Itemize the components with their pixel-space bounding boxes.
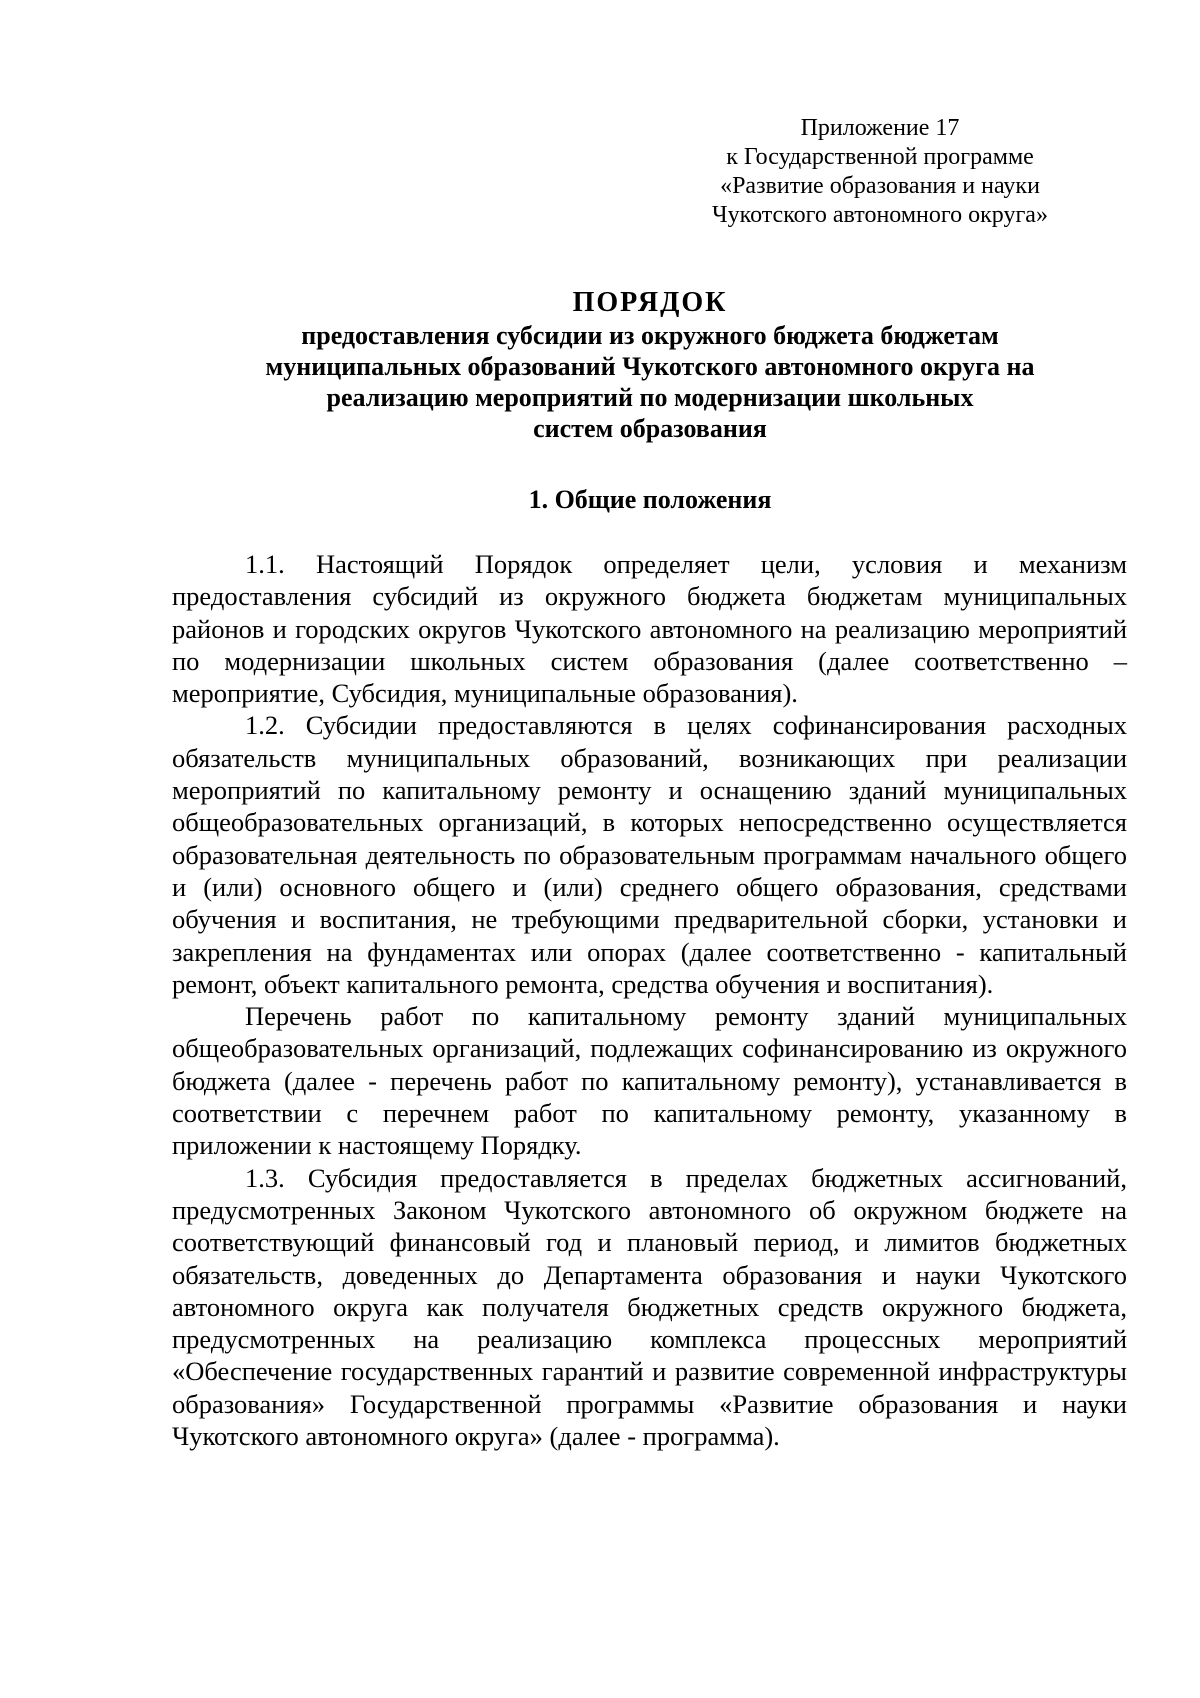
appendix-header (690, 114, 1070, 230)
document-title: ПОРЯДОК (572, 287, 728, 318)
paragraph-works-list: Перечень работ по капитальному ремонту зданий муниципальных общеобразовательных организаций, подлежащих софинансированию из окружного бюджета (далее - перечень работ по капитальному ремонту), устанавливается в соответствии с перечнем работ по капитальному ремонту, указанному в приложении к настоящему Порядку. (172, 1001, 1127, 1161)
subtitle-line-2: муниципальных образований Чукотского автономного округа на (265, 352, 1035, 381)
section-heading: 1. Общие положения (528, 485, 772, 514)
subtitle-line-3: реализацию мероприятий по модернизации школьных (326, 383, 974, 412)
paragraph-1-1: 1.1. Настоящий Порядок определяет цели, условия и механизм предоставления субсидий из окружного бюджета бюджетам муниципальных районов и городских округов Чукотского автономного на реализацию мероприятий по модернизации школьных систем образования (далее соответственно – мероприятие, Субсидия, муниципальные образования). (172, 549, 1127, 709)
document-body (172, 548, 1127, 1452)
paragraph-1-2: 1.2. Субсидии предоставляются в целях софинансирования расходных обязательств муниципальных образований, возникающих при реализации мероприятий по капитальному ремонту и оснащению зданий муниципальных общеобразовательных организаций, в которых непосредственно осуществляется образовательная деятельность по образовательным программам начального общего и (или) основного общего и (или) среднего общего образования, средствами обучения и воспитания, не требующими предварительной сборки, установки и закрепления на фундаментах или опорах (далее соответственно - капитальный ремонт, объект капитального ремонта, средства обучения и воспитания). (172, 710, 1127, 999)
subtitle-line-4: систем образования (533, 414, 767, 443)
subtitle-line-1: предоставления субсидии из окружного бюджета бюджетам (301, 321, 999, 350)
appendix-line-4: Чукотского автономного округа» (712, 202, 1048, 228)
document-title-block (170, 286, 1130, 444)
appendix-line-1: Приложение 17 (800, 115, 960, 141)
paragraph-1-3: 1.3. Субсидия предоставляется в пределах бюджетных ассигнований, предусмотренных Законом Чукотского автономного об окружном бюджете на соответствующий финансовый год и плановый период, и лимитов бюджетных обязательств, доведенных до Департамента образования и науки Чукотского автономного округа как получателя бюджетных средств окружного бюджета, предусмотренных на реализацию комплекса процессных мероприятий «Обеспечение государственных гарантий и развитие современной инфраструктуры образования» Государственной программы «Развитие образования и науки Чукотского автономного округа» (далее - программа). (172, 1162, 1127, 1452)
appendix-line-3: «Развитие образования и науки (720, 173, 1040, 199)
document-subtitle (170, 320, 1130, 444)
appendix-line-2: к Государственной программе (726, 144, 1034, 170)
